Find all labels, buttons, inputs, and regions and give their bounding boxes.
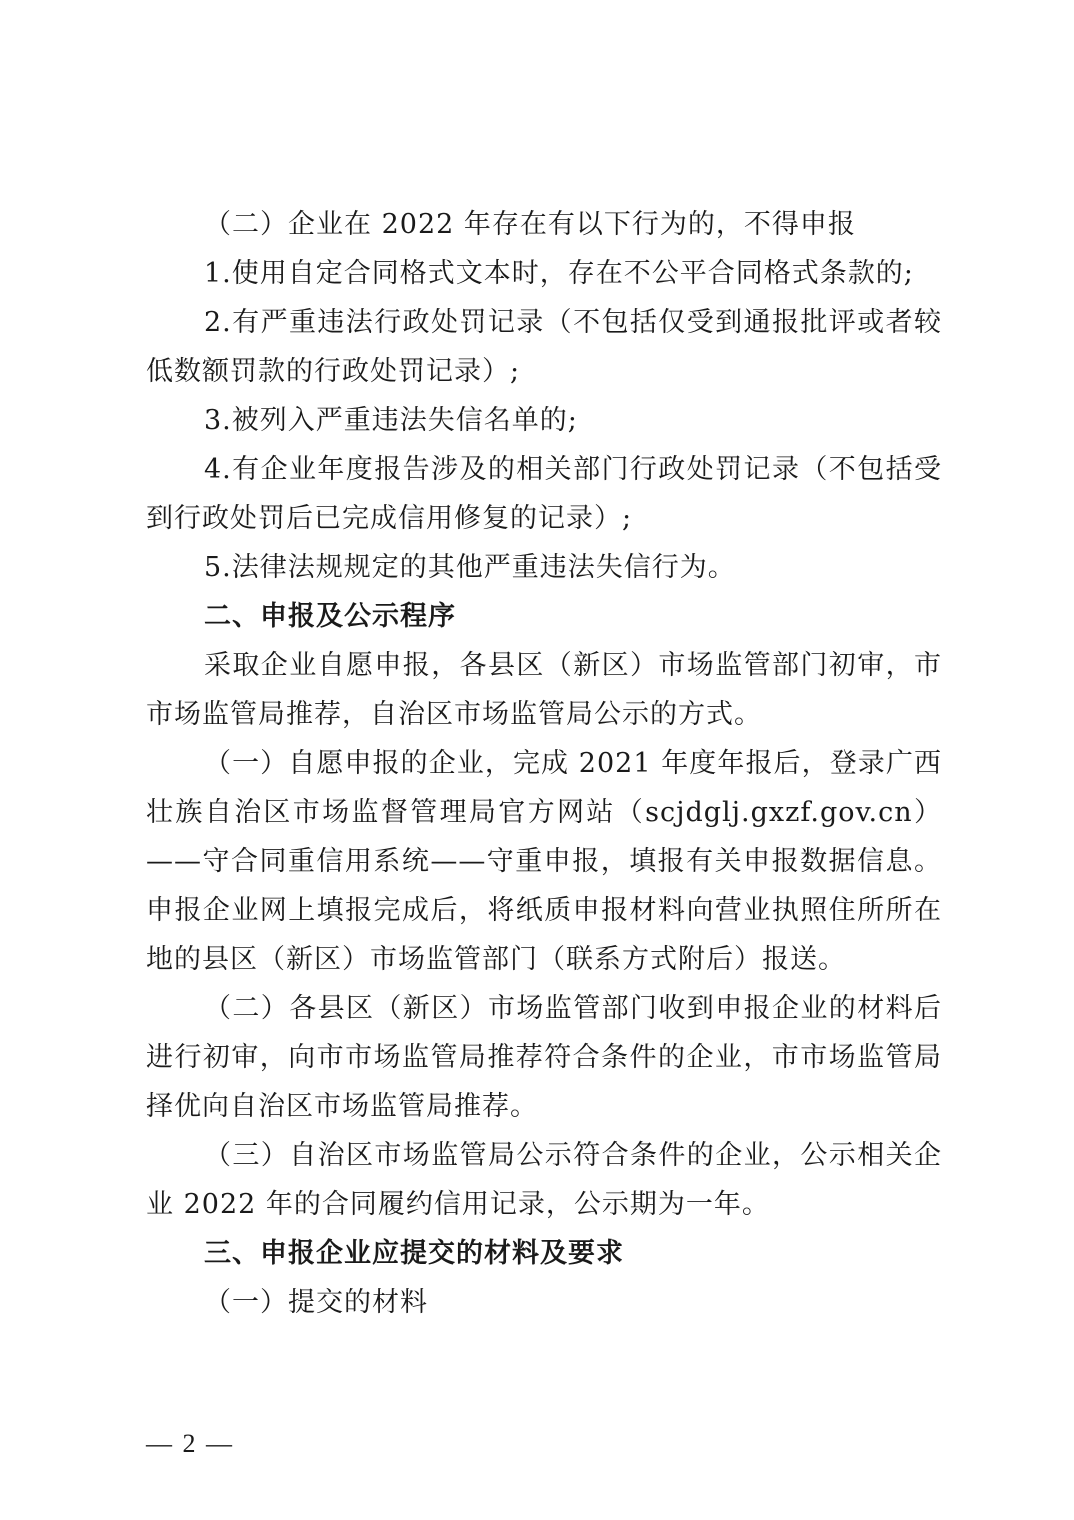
paragraph-exclusion-intro: （二）企业在 2022 年存在有以下行为的，不得申报 [204, 209, 856, 240]
section-heading-materials: 三、申报企业应提交的材料及要求 [204, 1238, 624, 1269]
page-number: — 2 — [146, 1429, 234, 1458]
paragraph-procedure-step-3: （三）自治区市场监管局公示符合条件的企业，公示相关企业 2022 年的合同履约信用记录，公示期为一年。 [146, 1140, 942, 1220]
paragraph-materials-subheading: （一）提交的材料 [204, 1287, 428, 1318]
paragraph-item-5: 5.法律法规规定的其他严重违法失信行为。 [204, 552, 736, 583]
section-heading-procedure: 二、申报及公示程序 [204, 601, 456, 632]
paragraph-procedure-method: 采取企业自愿申报，各县区（新区）市场监管部门初审，市市场监管局推荐，自治区市场监管局公示的方式。 [146, 650, 942, 730]
paragraph-item-3: 3.被列入严重违法失信名单的; [204, 405, 578, 436]
document-body [146, 200, 942, 1327]
paragraph-item-4: 4.有企业年度报告涉及的相关部门行政处罚记录（不包括受到行政处罚后已完成信用修复的记录）; [146, 454, 942, 534]
paragraph-procedure-step-1: （一）自愿申报的企业，完成 2021 年度年报后，登录广西壮族自治区市场监督管理局官方网站（scjdglj.gxzf.gov.cn）——守合同重信用系统——守重申报，填报有关申报数据信息。申报企业网上填报完成后，将纸质申报材料向营业执照住所所在地的县区（新区）市场监管部门（联系方式附后）报送。 [146, 748, 942, 975]
paragraph-item-1: 1.使用自定合同格式文本时，存在不公平合同格式条款的; [204, 258, 914, 289]
paragraph-item-2: 2.有严重违法行政处罚记录（不包括仅受到通报批评或者较低数额罚款的行政处罚记录）; [146, 307, 942, 387]
paragraph-procedure-step-2: （二）各县区（新区）市场监管部门收到申报企业的材料后进行初审，向市市场监管局推荐符合条件的企业，市市场监管局择优向自治区市场监管局推荐。 [146, 993, 942, 1122]
